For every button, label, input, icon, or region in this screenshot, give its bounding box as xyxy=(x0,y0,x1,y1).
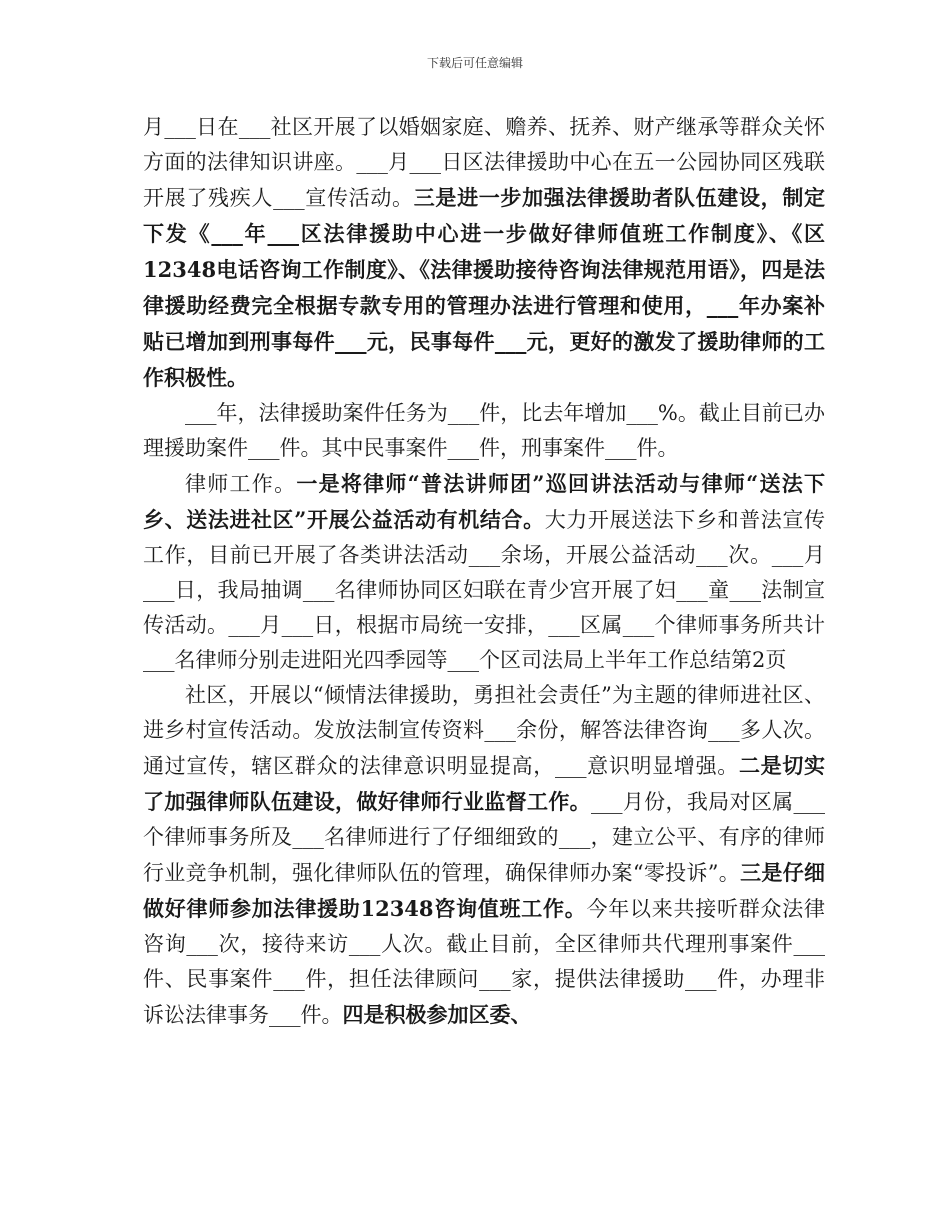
page-header: 下载后可任意编辑 xyxy=(426,56,523,70)
text-run: 月___日在___社区开展了以婚姻家庭、赡养、抚养、财产继承等群众关怀方面的法律知识讲座。___月___日区法律援助中心在五一公园协同区残联开展了残疾人___宣传活动。 xyxy=(143,115,825,210)
text-run: ___年，法律援助案件任务为___件，比去年增加___%。截止目前已办理援助案件___件。其中民事案件___件，刑事案件___件。 xyxy=(143,401,825,460)
bold-text-run: 一是将律师“普法讲师团”巡回讲法活动与律师“送法下乡、送法进社区”开展公益活动有机结合。 xyxy=(143,471,825,532)
paragraph-2 xyxy=(143,396,825,466)
text-run: 社区，开展以“倾情法律援助，勇担社会责任”为主题的律师进社区、进乡村宣传活动。发放法制宣传资料___余份，解答法律咨询___多人次。通过宣传，辖区群众的法律意识明显提高，___意识明显增强。 xyxy=(143,683,825,778)
text-run: ___月份，我局对区属___个律师事务所及___名律师进行了仔细细致的___，建立公平、有序的律师行业竞争机制，强化律师队伍的管理，确保律师办案“零投诉”。 xyxy=(143,790,825,885)
bold-text-run: 三是进一步加强法律援助者队伍建设，制定下发《___年___区法律援助中心进一步做好律师值班工作制度》、《区12348电话咨询工作制度》、《法律援助接待咨询法律规范用语》，四是法律援助经费完全根据专款专用的管理办法进行管理和使用，___年办案补贴已增加到刑事每件___元，民事每件___元，更好的激发了援助律师的工作积极性。 xyxy=(143,185,826,390)
text-run: 大力开展送法下乡和普法宣传工作，目前已开展了各类讲法活动___余场，开展公益活动___次。___月___日，我局抽调___名律师协同区妇联在青少宫开展了妇___童___法制宣传活动。___月___日，根据市局统一安排，___区属___个律师事务所共计___名律师分别走进阳光四季园等___个区司法局上半年工作总结第2页 xyxy=(143,508,826,672)
bold-text-run: 三是仔细做好律师参加法律援助12348咨询值班工作。 xyxy=(143,860,825,921)
text-run: 今年以来共接听群众法律咨询___次，接待来访___人次。截止目前，全区律师共代理刑事案件___件、民事案件___件，担任法律顾问___家，提供法律援助___件，办理非诉讼法律事务___件。 xyxy=(143,897,826,1027)
paragraph-4 xyxy=(143,678,825,1033)
bold-text-run: 二是切实了加强律师队伍建设，做好律师行业监督工作。 xyxy=(143,753,826,814)
document-body xyxy=(143,110,825,1033)
bold-text-run: 四是积极参加区委、 xyxy=(342,1002,532,1027)
paragraph-1 xyxy=(143,110,825,396)
paragraph-3 xyxy=(143,466,825,678)
text-run: 律师工作。 xyxy=(185,472,297,496)
